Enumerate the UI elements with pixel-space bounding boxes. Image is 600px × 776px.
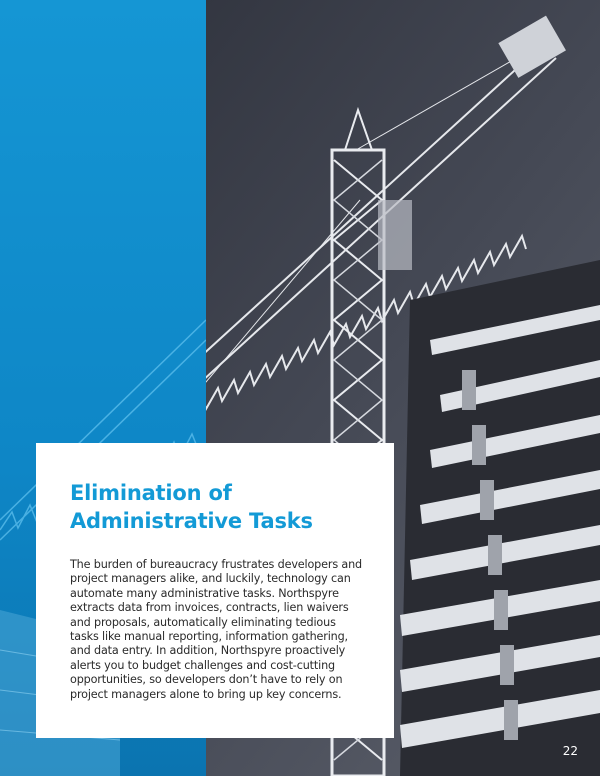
- content-card: [36, 443, 394, 738]
- body-paragraph: The burden of bureaucracy frustrates developers and project managers alike, and luckily, technology can automate many administrative tasks. Northspyre extracts data from invoices, contracts, lien waivers and proposals, automatically eliminating tedious tasks like manual reporting, information gathering, and data entry. In addition, Northspyre proactively alerts you to budget challenges and cost-cutting opportunities, so developers don’t have to rely on project managers alone to bring up key concerns.: [70, 558, 362, 701]
- heading-line-2: Administrative Tasks: [70, 509, 313, 533]
- building: [400, 260, 600, 776]
- page-number: 22: [562, 744, 578, 758]
- heading-line-1: Elimination of: [70, 481, 232, 505]
- section-heading: [70, 479, 362, 535]
